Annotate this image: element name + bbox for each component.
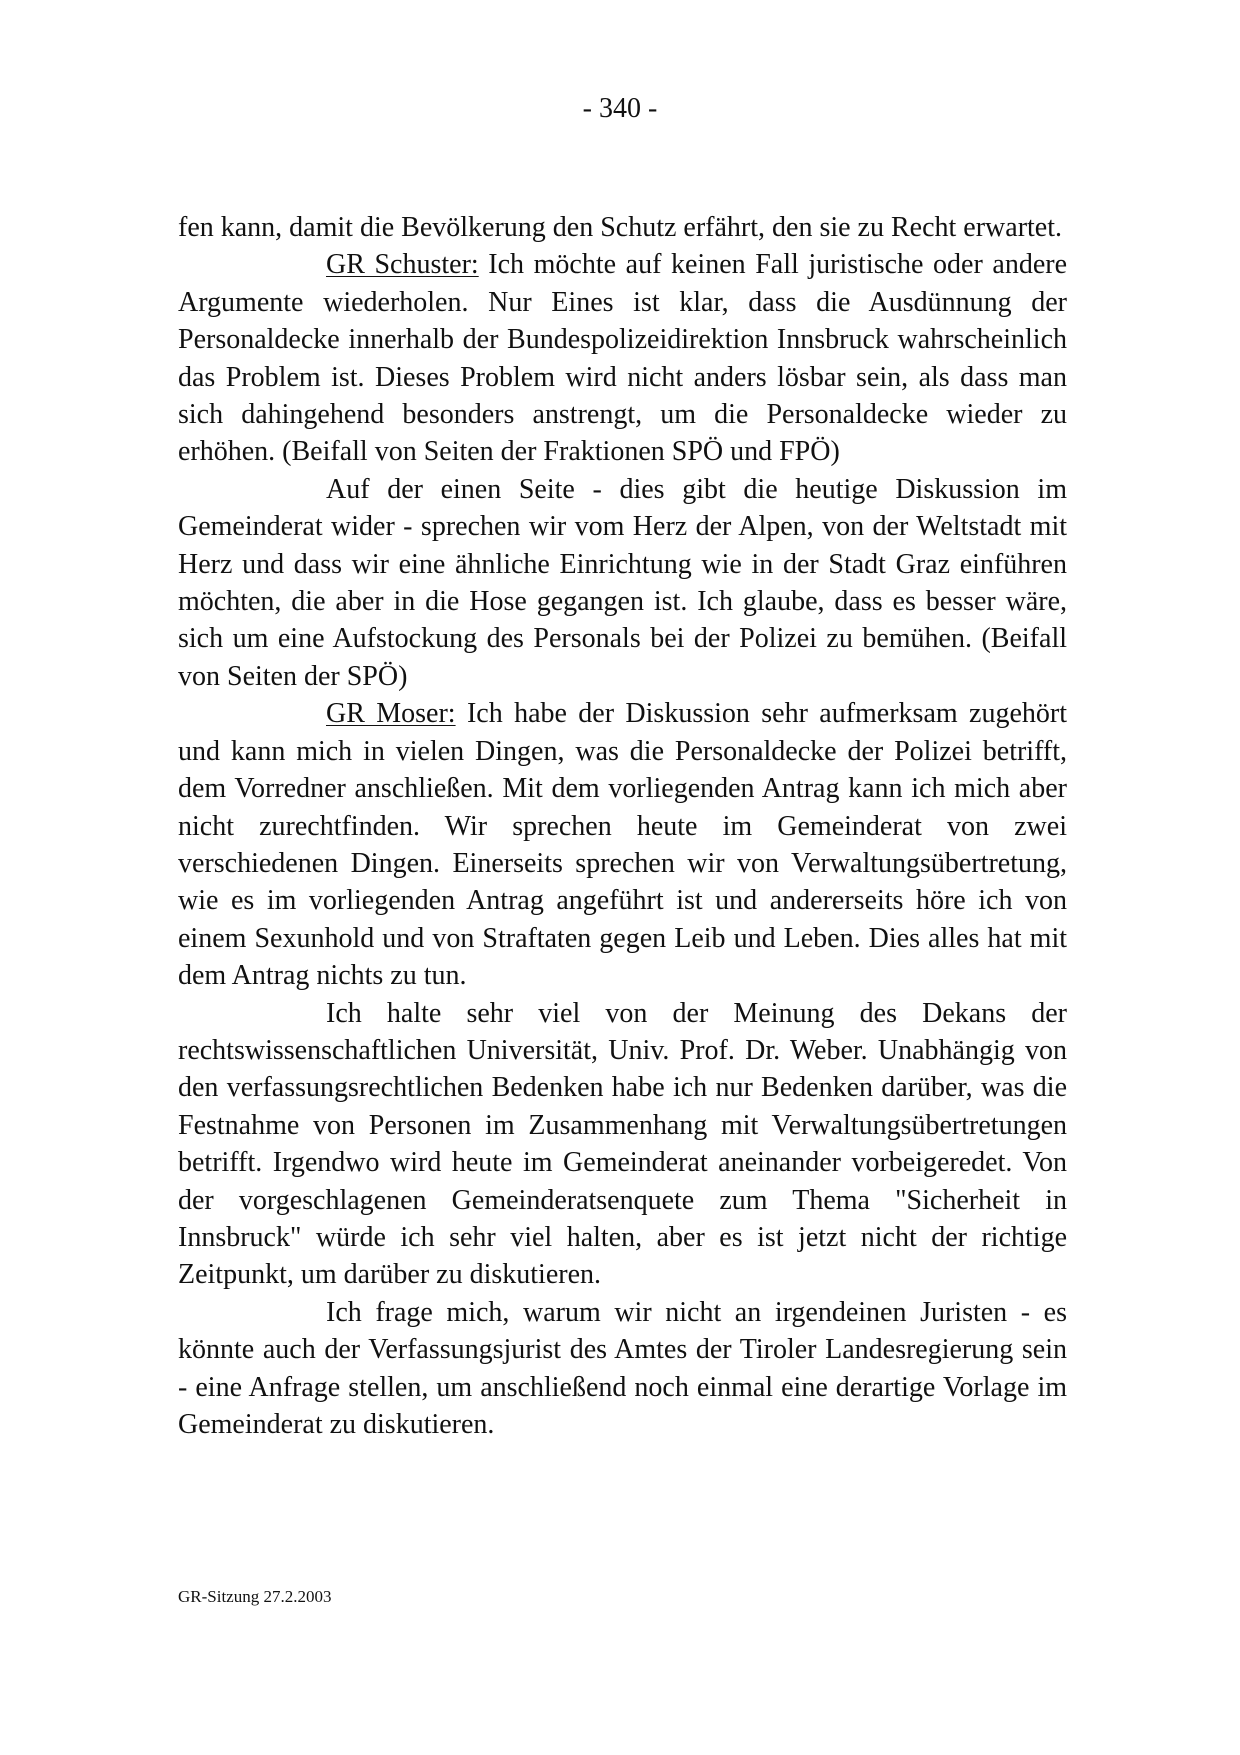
paragraph-5 — [178, 995, 1067, 1294]
page-footer: GR-Sitzung 27.2.2003 — [178, 1587, 332, 1606]
paragraph-6 — [178, 1294, 1067, 1444]
paragraph-3 — [178, 471, 1067, 695]
page-number: - 340 - — [582, 93, 658, 124]
paragraph-6-text: Ich frage mich, warum wir nicht an irgendeinen Juristen - es könnte auch der Verfassungsjurist des Amtes der Tiroler Landesregierung sein - eine Anfrage stellen, um anschließend noch einmal eine derartige Vorlage im Gemeinderat zu diskutieren. — [178, 1296, 1067, 1440]
paragraph-5-text: Ich halte sehr viel von der Meinung des Dekans der rechtswissenschaftlichen Universität, Univ. Prof. Dr. Weber. Unabhängig von den verfassungsrechtlichen Bedenken habe ich nur Bedenken darüber, was die Festnahme von Personen im Zusammenhang mit Verwaltungsübertretungen betrifft. Irgendwo wird heute im Gemeinderat aneinander vorbeigeredet. Von der vorgeschlagenen Gemeinderatsenquete zum Thema "Sicherheit in Innsbruck" würde ich sehr viel halten, aber es ist jetzt nicht der richtige Zeitpunkt, um darüber zu diskutieren. — [178, 997, 1067, 1291]
paragraph-1 — [178, 209, 1067, 246]
paragraph-3-text: Auf der einen Seite - dies gibt die heutige Diskussion im Gemeinderat wider - sprechen wir vom Herz der Alpen, von der Weltstadt mit Herz und dass wir eine ähnliche Einrichtung wie in der Stadt Graz einführen möchten, die aber in die Hose gegangen ist. Ich glaube, dass es besser wäre, sich um eine Aufstockung des Personals bei der Polizei zu bemühen. (Beifall von Seiten der SPÖ) — [178, 473, 1067, 692]
paragraph-2-text: Ich möchte auf keinen Fall juristische oder andere Argumente wiederholen. Nur Eines ist klar, dass die Ausdünnung der Personaldecke innerhalb der Bundespolizeidirektion Innsbruck wahrscheinlich das Problem ist. Dieses Problem wird nicht anders lösbar sein, als dass man sich dahingehend besonders anstrengt, um die Personaldecke wieder zu erhöhen. (Beifall von Seiten der Fraktionen SPÖ und FPÖ) — [178, 249, 1067, 468]
paragraph-2 — [178, 246, 1067, 470]
document-body — [178, 209, 1067, 1443]
paragraph-4 — [178, 695, 1067, 994]
speaker-name: GR Schuster: — [326, 249, 479, 281]
paragraph-1-text: fen kann, damit die Bevölkerung den Schutz erfährt, den sie zu Recht erwartet. — [178, 212, 1063, 243]
paragraph-4-text: Ich habe der Diskussion sehr aufmerksam zugehört und kann mich in vielen Dingen, was die Personaldecke der Polizei betrifft, dem Vorredner anschließen. Mit dem vorliegenden Antrag kann ich mich aber nicht zurechtfinden. Wir sprechen heute im Gemeinderat von zwei verschiedenen Dingen. Einerseits sprechen wir von Verwaltungsübertretung, wie es im vorliegenden Antrag angeführt ist und andererseits höre ich von einem Sexunhold und von Straftaten gegen Leib und Leben. Dies alles hat mit dem Antrag nichts zu tun. — [178, 698, 1067, 992]
speaker-name: GR Moser: — [326, 698, 456, 730]
